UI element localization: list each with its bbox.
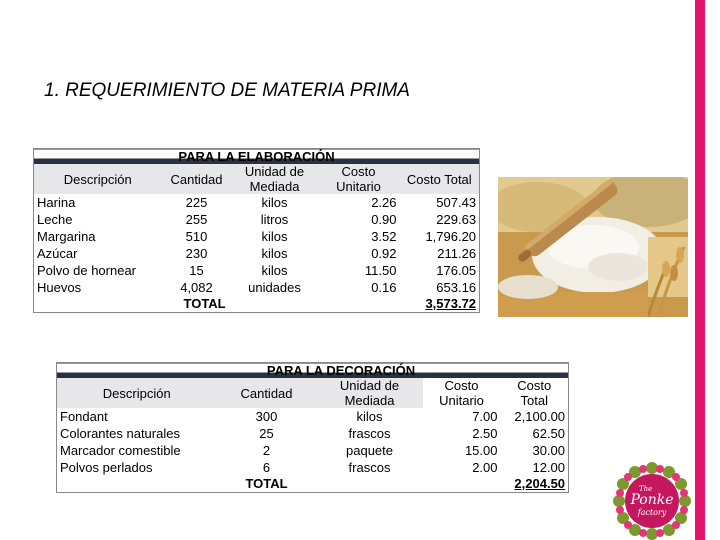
- logo-text-sub: factory: [637, 508, 667, 517]
- cell-unidad: kilos: [261, 195, 288, 210]
- cell-costo-unitario: 15.00: [464, 443, 498, 458]
- cell-unidad: frascos: [348, 460, 391, 475]
- cell-cantidad: 225: [185, 195, 208, 210]
- cell-costo-unitario: 0.92: [371, 246, 397, 261]
- cell-costo-total: 1,796.20: [425, 229, 477, 244]
- table-row: [34, 245, 480, 262]
- logo-text-main: Ponke: [630, 492, 674, 508]
- cell-costo-total: 229.63: [436, 212, 477, 227]
- header-unidad: Unidad de Mediada: [232, 164, 318, 194]
- cell-unidad: kilos: [261, 246, 288, 261]
- cell-unidad: unidades: [248, 280, 301, 295]
- table-caption-row: [57, 363, 569, 379]
- header-descripcion: Descripción: [57, 378, 217, 408]
- cell-costo-total: 176.05: [436, 263, 477, 278]
- ponke-factory-logo: [613, 462, 691, 540]
- table-row: [57, 442, 569, 459]
- table-row: [34, 279, 480, 296]
- cell-costo-total: 30.00: [532, 443, 566, 458]
- cell-costo-total: 62.50: [532, 426, 566, 441]
- cell-cantidad: 300: [255, 409, 278, 424]
- cell-cantidad: 2: [262, 443, 271, 458]
- header-costo-unitario: Costo Unitario: [318, 164, 400, 194]
- cell-cantidad: 230: [185, 246, 208, 261]
- cell-costo-unitario: 2.50: [472, 426, 498, 441]
- total-label: TOTAL: [245, 476, 288, 491]
- header-descripcion: Descripción: [34, 164, 162, 194]
- table-row: [57, 425, 569, 442]
- header-unidad: Unidad de Mediada: [317, 378, 423, 408]
- cell-descripcion: Polvos perlados: [60, 460, 153, 475]
- cell-descripcion: Harina: [37, 195, 76, 210]
- cell-cantidad: 15: [189, 263, 204, 278]
- cell-costo-unitario: 3.52: [371, 229, 397, 244]
- cell-cantidad: 6: [262, 460, 271, 475]
- cell-costo-total: 211.26: [437, 246, 477, 261]
- cell-descripcion: Polvo de hornear: [37, 263, 137, 278]
- decoracion-table: [56, 362, 569, 493]
- cell-costo-unitario: 0.16: [371, 280, 397, 295]
- cell-descripcion: Margarina: [37, 229, 96, 244]
- cell-costo-total: 2,100.00: [514, 409, 566, 424]
- cell-unidad: kilos: [261, 263, 288, 278]
- cell-cantidad: 255: [185, 212, 208, 227]
- cell-unidad: kilos: [261, 229, 288, 244]
- cell-unidad: litros: [260, 212, 289, 227]
- cell-descripcion: Azúcar: [37, 246, 78, 261]
- table-row: [34, 228, 480, 245]
- page-title: 1. REQUERIMIENTO DE MATERIA PRIMA: [44, 80, 410, 101]
- cell-costo-total: 12.00: [532, 460, 566, 475]
- cell-costo-unitario: 11.50: [364, 263, 397, 278]
- cell-costo-total: 653.16: [436, 280, 477, 295]
- header-costo-unitario: Costo Unitario: [423, 378, 501, 408]
- cell-costo-unitario: 7.00: [472, 409, 498, 424]
- table-caption-row: [34, 149, 480, 165]
- header-cantidad: Cantidad: [217, 378, 317, 408]
- cell-costo-unitario: 2.00: [472, 460, 498, 475]
- cell-descripcion: Marcador comestible: [60, 443, 181, 458]
- logo-text-the: The: [639, 485, 653, 493]
- cell-descripcion: Fondant: [60, 409, 108, 424]
- accent-bar: [695, 0, 705, 540]
- baking-ingredients-image: [498, 177, 688, 317]
- table-total-row: [57, 476, 569, 493]
- cell-unidad: frascos: [348, 426, 391, 441]
- cell-cantidad: 510: [185, 229, 208, 244]
- cell-descripcion: Huevos: [37, 280, 82, 295]
- table-header-row: [34, 164, 480, 194]
- table-header-row: [57, 378, 569, 408]
- table-row: [34, 211, 480, 228]
- header-costo-total: Costo Total: [400, 164, 480, 194]
- cell-costo-unitario: 0.90: [371, 212, 397, 227]
- table-total-row: [34, 296, 480, 313]
- total-value: 3,573.72: [425, 296, 477, 311]
- table-row: [57, 408, 569, 425]
- table-caption: PARA LA DECORACIÓN: [57, 363, 569, 379]
- cell-cantidad: 25: [259, 426, 274, 441]
- cell-descripcion: Colorantes naturales: [60, 426, 180, 441]
- cell-descripcion: Leche: [37, 212, 73, 227]
- elaboracion-table: [33, 148, 480, 313]
- header-costo-total: Costo Total: [501, 378, 569, 408]
- table-row: [34, 262, 480, 279]
- table-row: [57, 459, 569, 476]
- table-row: [34, 194, 480, 211]
- header-cantidad: Cantidad: [162, 164, 232, 194]
- cell-cantidad: 4,082: [180, 280, 213, 295]
- cell-unidad: kilos: [356, 409, 383, 424]
- total-label: TOTAL: [183, 296, 226, 311]
- cell-costo-unitario: 2.26: [371, 195, 397, 210]
- cell-costo-total: 507.43: [436, 195, 477, 210]
- table-caption: PARA LA ELABORACIÓN: [34, 149, 480, 165]
- cell-unidad: paquete: [346, 443, 393, 458]
- total-value: 2,204.50: [514, 476, 566, 491]
